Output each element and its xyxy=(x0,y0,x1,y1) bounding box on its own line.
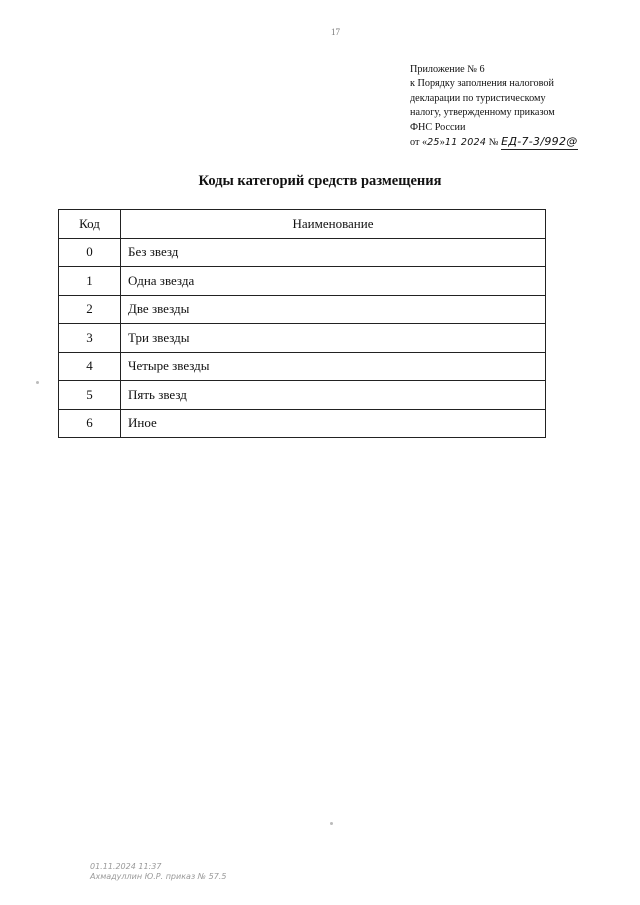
header-code: Код xyxy=(59,210,121,239)
cell-code: 1 xyxy=(59,267,121,296)
table-row xyxy=(59,409,546,438)
cell-code: 5 xyxy=(59,381,121,410)
cell-code: 3 xyxy=(59,324,121,353)
table-header-row xyxy=(59,210,546,239)
scan-speck xyxy=(36,381,39,384)
cell-name: Три звезды xyxy=(121,324,546,353)
stamp-timestamp: 01.11.2024 11:37 xyxy=(90,862,162,871)
cell-name: Четыре звезды xyxy=(121,352,546,381)
table-row xyxy=(59,324,546,353)
attachment-line: декларации по туристическому xyxy=(410,92,546,104)
cell-name: Одна звезда xyxy=(121,267,546,296)
date-day: 25 xyxy=(427,137,440,149)
date-month-year: 11 2024 xyxy=(444,137,487,149)
scan-speck xyxy=(330,822,333,825)
header-name: Наименование xyxy=(121,210,546,239)
attachment-line: к Порядку заполнения налоговой xyxy=(410,78,554,90)
cell-name: Две звезды xyxy=(121,295,546,324)
cell-code: 4 xyxy=(59,352,121,381)
table-row xyxy=(59,381,546,410)
stamp-signer: Ахмадуллин Ю.Р. приказ № 57.5 xyxy=(90,872,227,881)
codes-table xyxy=(58,209,546,438)
page-number: 17 xyxy=(331,27,340,37)
attachment-line: налогу, утвержденному приказом xyxy=(410,107,555,119)
cell-code: 6 xyxy=(59,409,121,438)
cell-code: 2 xyxy=(59,295,121,324)
table-row xyxy=(59,238,546,267)
table-row xyxy=(59,352,546,381)
attachment-title: Приложение № 6 xyxy=(410,64,485,75)
document-title: Коды категорий средств размещения xyxy=(198,173,442,189)
number-prefix: № xyxy=(488,137,499,149)
cell-name: Иное xyxy=(121,409,546,438)
table-row xyxy=(59,295,546,324)
attachment-line: ФНС России xyxy=(410,121,466,133)
order-number: ЕД-7-3/992@ xyxy=(501,135,578,149)
date-separator: » xyxy=(439,137,445,149)
cell-name: Без звезд xyxy=(121,238,546,267)
cell-name: Пять звезд xyxy=(121,381,546,410)
attachment-block xyxy=(410,63,610,150)
order-date-line xyxy=(410,135,610,150)
date-prefix: от « xyxy=(410,137,428,149)
electronic-signature-stamp xyxy=(90,862,226,882)
table-row xyxy=(59,267,546,296)
cell-code: 0 xyxy=(59,238,121,267)
